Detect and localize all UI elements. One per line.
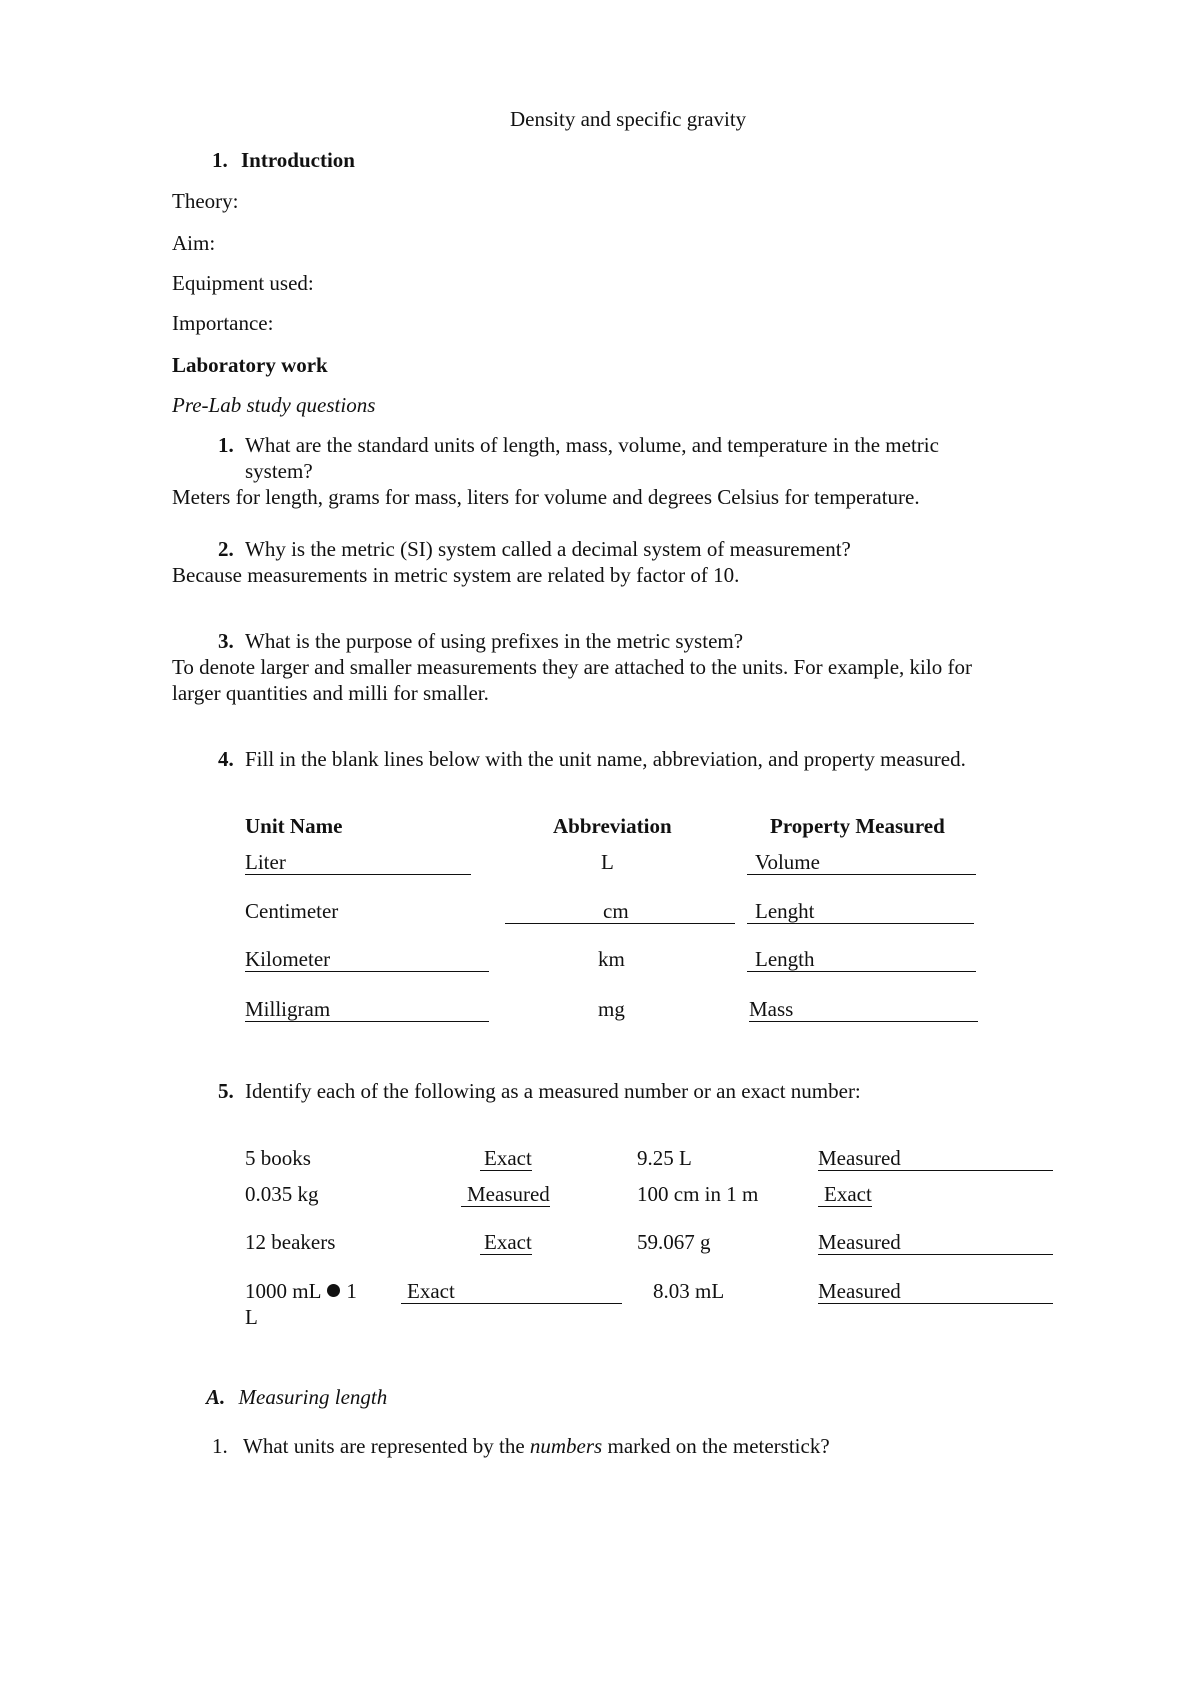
answer-value: Measured — [818, 1146, 901, 1170]
units-row-4-name — [245, 996, 489, 1022]
question-text: Fill in the blank lines below with the unit name, abbreviation, and property measured. — [245, 747, 966, 771]
units-row-3-property — [747, 946, 976, 972]
intro-heading — [212, 147, 355, 173]
theory-label: Theory: — [172, 189, 239, 213]
answer-3-line-2: larger quantities and milli for smaller. — [172, 681, 489, 705]
answer-value: Measured — [818, 1230, 901, 1254]
question-text: What are the standard units of length, mass, volume, and temperature in the metric — [245, 433, 939, 457]
blank-line — [818, 1146, 1053, 1171]
prelab-heading: Pre-Lab study questions — [172, 393, 376, 417]
question-text: Why is the metric (SI) system called a decimal system of measurement? — [245, 537, 851, 561]
intro-heading-text: Introduction — [241, 148, 355, 172]
property-measured: Length — [755, 947, 815, 971]
blank-line — [505, 899, 735, 924]
answer-value: Exact — [824, 1182, 872, 1206]
question-number: 5. — [218, 1079, 234, 1103]
abbreviation: cm — [603, 899, 629, 923]
item-9-25-l: 9.25 L — [637, 1146, 692, 1170]
property-measured: Mass — [749, 997, 794, 1021]
units-row-4-property — [749, 996, 978, 1022]
question-1-continuation: system? — [245, 459, 313, 483]
units-header-unit-name: Unit Name — [245, 814, 343, 838]
units-row-3-name — [245, 946, 489, 972]
unit-name: Kilometer — [245, 947, 331, 971]
equipment-label: Equipment used: — [172, 271, 314, 295]
units-row-2-abbr — [505, 898, 735, 924]
answer-3-line-1: To denote larger and smaller measurements they are attached to the units. For example, kilo for — [172, 655, 972, 679]
question-number: 1. — [218, 433, 234, 457]
answer-100-cm-in-1-m — [818, 1181, 872, 1207]
laboratory-work-heading: Laboratory work — [172, 353, 328, 377]
blank-line — [461, 1182, 550, 1207]
blank-line — [401, 1279, 622, 1304]
units-header-abbreviation: Abbreviation — [553, 814, 672, 838]
question-4 — [218, 746, 966, 772]
question-3 — [218, 628, 743, 654]
question-1 — [218, 432, 939, 458]
aim-label: Aim: — [172, 231, 216, 255]
section-letter: A. — [206, 1385, 226, 1409]
unit-name: Liter — [245, 850, 286, 874]
unit-name: Milligram — [245, 997, 331, 1021]
item-8-03-ml: 8.03 mL — [653, 1279, 725, 1303]
answer-59-067-g — [818, 1229, 1053, 1255]
item-100-cm-in-1-m: 100 cm in 1 m — [637, 1182, 759, 1206]
blank-line — [818, 1230, 1053, 1255]
units-row-1-property — [747, 849, 976, 875]
answer-0-035-kg — [461, 1181, 550, 1207]
property-measured: Lenght — [755, 899, 815, 923]
answer-value: Exact — [484, 1146, 532, 1170]
answer-value: Exact — [484, 1230, 532, 1254]
answer-value: Measured — [467, 1182, 550, 1206]
item-0-035-kg: 0.035 kg — [245, 1182, 319, 1206]
blank-line — [747, 850, 976, 875]
section-a-heading — [206, 1384, 387, 1410]
blank-line — [747, 947, 976, 972]
intro-number: 1. — [212, 148, 228, 172]
answer-5-books — [480, 1145, 532, 1171]
question-number: 3. — [218, 629, 234, 653]
document-title: Density and specific gravity — [510, 107, 747, 131]
units-header-property: Property Measured — [770, 814, 945, 838]
answer-12-beakers — [480, 1229, 532, 1255]
item-12-beakers: 12 beakers — [245, 1230, 336, 1254]
answer-8-03-ml — [818, 1278, 1053, 1304]
blank-line — [818, 1279, 1053, 1304]
question-text-after: marked on the meterstick? — [607, 1434, 830, 1458]
item-1000-ml-1-l — [245, 1278, 357, 1304]
section-title: Measuring length — [238, 1385, 388, 1409]
units-row-2-property — [747, 898, 974, 924]
item-1000-ml-1-l-continuation: L — [245, 1305, 258, 1329]
answer-9-25-l — [818, 1145, 1053, 1171]
bullet-dot-icon — [327, 1284, 340, 1297]
answer-value: Measured — [818, 1279, 901, 1303]
units-row-3-abbr: km — [598, 947, 625, 971]
blank-line — [749, 997, 978, 1022]
blank-line — [245, 850, 471, 875]
question-text: What is the purpose of using prefixes in the metric system? — [245, 629, 744, 653]
question-number: 4. — [218, 747, 234, 771]
blank-line — [245, 947, 489, 972]
blank-line — [245, 997, 489, 1022]
item-1: 1 — [346, 1279, 357, 1303]
question-5 — [218, 1078, 861, 1104]
answer-1: Meters for length, grams for mass, liters for volume and degrees Celsius for temperature. — [172, 485, 920, 509]
answer-1000-ml-1-l — [401, 1278, 622, 1304]
units-row-4-abbr: mg — [598, 997, 625, 1021]
question-number: 1. — [212, 1434, 228, 1458]
item-59-067-g: 59.067 g — [637, 1230, 711, 1254]
question-text-emphasis: numbers — [529, 1434, 603, 1458]
units-row-1-name — [245, 849, 471, 875]
units-row-2-name: Centimeter — [245, 899, 339, 923]
blank-line — [480, 1146, 532, 1171]
property-measured: Volume — [755, 850, 820, 874]
answer-2: Because measurements in metric system are related by factor of 10. — [172, 563, 740, 587]
blank-line — [747, 899, 974, 924]
item-1000-ml: 1000 mL — [245, 1279, 322, 1303]
blank-line — [818, 1182, 872, 1207]
question-text: Identify each of the following as a measured number or an exact number: — [245, 1079, 861, 1103]
blank-line — [480, 1230, 532, 1255]
question-text-before: What units are represented by the — [243, 1434, 525, 1458]
item-5-books: 5 books — [245, 1146, 311, 1170]
question-number: 2. — [218, 537, 234, 561]
units-row-1-abbr: L — [601, 850, 614, 874]
importance-label: Importance: — [172, 311, 274, 335]
answer-value: Exact — [407, 1279, 455, 1303]
question-2 — [218, 536, 851, 562]
section-a-question-1 — [212, 1433, 830, 1459]
